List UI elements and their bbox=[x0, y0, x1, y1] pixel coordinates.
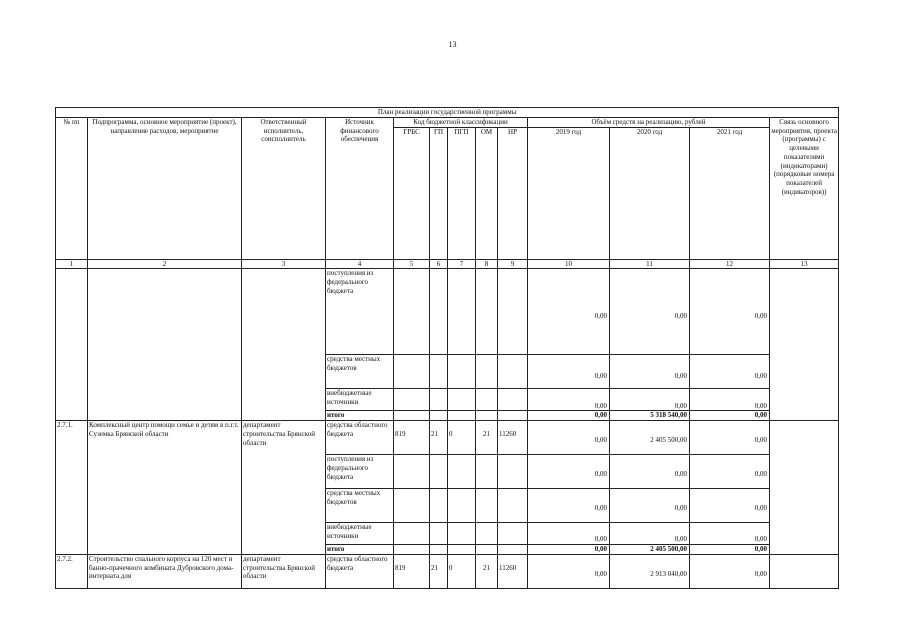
pgp-cell: 0 bbox=[448, 554, 476, 588]
source-cell: средства местных бюджетов bbox=[326, 489, 394, 523]
pgp-cell: 0 bbox=[448, 421, 476, 455]
value-2019: 0,00 bbox=[528, 489, 610, 523]
table-row bbox=[56, 421, 839, 455]
header-grbs: ГРБС bbox=[394, 127, 430, 259]
cell-empty bbox=[56, 269, 88, 421]
value-2021: 0,00 bbox=[690, 554, 770, 588]
value-2019: 0,00 bbox=[528, 523, 610, 545]
value-2020: 2 405 500,00 bbox=[610, 545, 690, 555]
value-2020: 5 318 540,00 bbox=[610, 411, 690, 421]
header-2020: 2020 год bbox=[610, 127, 690, 259]
header-num: № пп bbox=[56, 117, 88, 259]
source-cell: средства областного бюджета bbox=[326, 554, 394, 588]
header-subprogram: Подпрограмма, основное мероприятие (проект), направление расходов, мероприятие bbox=[88, 117, 242, 259]
grbs-cell: 819 bbox=[394, 421, 430, 455]
value-2019: 0,00 bbox=[528, 455, 610, 489]
grbs-cell: 819 bbox=[394, 554, 430, 588]
value-2020: 0,00 bbox=[610, 269, 690, 355]
header-pgp: ПГП bbox=[448, 127, 476, 259]
value-2019: 0,00 bbox=[528, 269, 610, 355]
value-2019: 0,00 bbox=[528, 389, 610, 411]
value-2021: 0,00 bbox=[690, 411, 770, 421]
value-2021: 0,00 bbox=[690, 355, 770, 389]
value-2021: 0,00 bbox=[690, 489, 770, 523]
source-cell: поступления из федерального бюджета bbox=[326, 455, 394, 489]
np-cell: 11260 bbox=[498, 554, 528, 588]
header-gp: ГП bbox=[430, 127, 448, 259]
value-2020: 0,00 bbox=[610, 489, 690, 523]
value-2020: 0,00 bbox=[610, 455, 690, 489]
header-volume: Объём средств на реализацию, рублей bbox=[528, 117, 770, 127]
page-number: 13 bbox=[448, 40, 457, 49]
source-cell: средства местных бюджетов bbox=[326, 355, 394, 389]
colnum: 12 bbox=[690, 259, 770, 269]
event-name: Комплексный центр помощи семье и детям в п.г.т. Суземка Брянской области bbox=[88, 421, 242, 555]
table-title: План реализации государственной программы bbox=[56, 108, 839, 118]
cell-empty bbox=[770, 421, 839, 555]
om-cell: 21 bbox=[476, 421, 498, 455]
om-cell: 21 bbox=[476, 554, 498, 588]
np-cell: 11260 bbox=[498, 421, 528, 455]
header-2021: 2021 год bbox=[690, 127, 770, 259]
colnum: 13 bbox=[770, 259, 839, 269]
colnum: 1 bbox=[56, 259, 88, 269]
gp-cell: 21 bbox=[430, 554, 448, 588]
value-2021: 0,00 bbox=[690, 421, 770, 455]
header-budget-code: Код бюджетной классификации bbox=[394, 117, 528, 127]
header-np: НР bbox=[498, 127, 528, 259]
table-row bbox=[56, 269, 839, 355]
cell-empty bbox=[242, 269, 326, 421]
source-cell: внебюджетные источники bbox=[326, 389, 394, 411]
header-responsible: Ответственный исполнитель, соисполнитель bbox=[242, 117, 326, 259]
value-2019: 0,00 bbox=[528, 554, 610, 588]
value-2021: 0,00 bbox=[690, 455, 770, 489]
colnum: 6 bbox=[430, 259, 448, 269]
header-source: Источник финансового обеспечения bbox=[326, 117, 394, 259]
colnum: 5 bbox=[394, 259, 430, 269]
colnum: 3 bbox=[242, 259, 326, 269]
value-2020: 0,00 bbox=[610, 355, 690, 389]
value-2021: 0,00 bbox=[690, 389, 770, 411]
source-cell: внебюджетные источники bbox=[326, 523, 394, 545]
value-2020: 0,00 bbox=[610, 389, 690, 411]
cell-empty bbox=[770, 554, 839, 588]
colnum: 2 bbox=[88, 259, 242, 269]
row-number: 2.7.2. bbox=[56, 554, 88, 588]
cell-empty bbox=[770, 269, 839, 421]
value-2019: 0,00 bbox=[528, 545, 610, 555]
value-2020: 2 913 040,00 bbox=[610, 554, 690, 588]
row-number: 2.7.1. bbox=[56, 421, 88, 555]
colnum: 9 bbox=[498, 259, 528, 269]
table-row bbox=[56, 554, 839, 588]
header-om: ОМ bbox=[476, 127, 498, 259]
colnum: 11 bbox=[610, 259, 690, 269]
value-2019: 0,00 bbox=[528, 421, 610, 455]
colnum: 8 bbox=[476, 259, 498, 269]
colnum: 7 bbox=[448, 259, 476, 269]
value-2020: 2 405 500,00 bbox=[610, 421, 690, 455]
source-cell: итого bbox=[326, 411, 394, 421]
source-cell: средства областного бюджета bbox=[326, 421, 394, 455]
responsible-cell: департамент строительства Брянской области bbox=[242, 421, 326, 555]
header-link: Связь основного мероприятия, проекта (программы) с целевыми показателями (индикаторами) (порядковые номера показателей (индикаторов)) bbox=[770, 117, 839, 259]
source-cell: поступления из федерального бюджета bbox=[326, 269, 394, 355]
value-2020: 0,00 bbox=[610, 523, 690, 545]
colnum: 4 bbox=[326, 259, 394, 269]
value-2019: 0,00 bbox=[528, 355, 610, 389]
value-2021: 0,00 bbox=[690, 545, 770, 555]
responsible-cell: департамент строительства Брянской области bbox=[242, 554, 326, 588]
value-2019: 0,00 bbox=[528, 411, 610, 421]
gp-cell: 21 bbox=[430, 421, 448, 455]
source-cell: итого bbox=[326, 545, 394, 555]
value-2021: 0,00 bbox=[690, 523, 770, 545]
value-2021: 0,00 bbox=[690, 269, 770, 355]
program-plan-table bbox=[55, 107, 839, 589]
event-name: Строительство спального корпуса на 120 мест и банно-прачечного комбината Дубровского дома-интерната для bbox=[88, 554, 242, 588]
header-2019: 2019 год bbox=[528, 127, 610, 259]
colnum: 10 bbox=[528, 259, 610, 269]
cell-empty bbox=[88, 269, 242, 421]
